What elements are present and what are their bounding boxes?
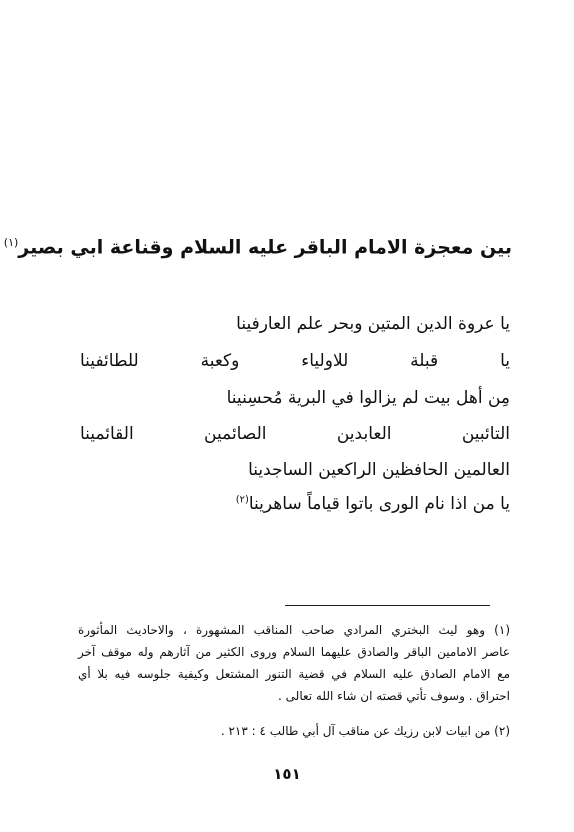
verse-line-4: التائبين العابدين الصائمين القائمينا [80, 424, 510, 444]
page-number: ١٥١ [273, 765, 301, 783]
footnote-1-line-2: عاصر الامامين الباقر والصادق عليهما السلام وروى الكثير من آثارهم وله موقف آخر [78, 645, 510, 659]
section-heading [0, 236, 512, 258]
verse-line-1: يا عروة الدين المتين وبحر علم العارفينا [236, 314, 510, 334]
heading-text: بين معجزة الامام الباقر عليه السلام وقناعة ابي بصير [18, 236, 512, 259]
footnote-separator [285, 605, 490, 606]
footnote-1-line-1: (١) وهو ليث البختري المرادي صاحب المناقب المشهورة ، والاحاديث المأثورة [78, 623, 510, 637]
footnote-1-line-3: مع الامام الصادق عليه السلام في قضية التنور المشتعل وكيفية جلوسه فيه بلا أي [78, 667, 510, 681]
verse-line-2: يا قبلة للاولياء وكعبة للطائفينا [80, 351, 510, 371]
verse-line-5: العالمين الحافظين الراكعين الساجدينا [248, 460, 510, 480]
heading-footnote-mark: (١) [3, 236, 19, 249]
verse-line-3: مِن أهل بيت لم يزالوا في البرية مُحسِنينا [226, 388, 510, 408]
footnote-1-line-4: احتراق . وسوف تأتي قصته ان شاء الله تعالى . [278, 689, 510, 703]
verse-footnote-mark: (٢) [235, 494, 249, 506]
footnote-2: (٢) من ابيات لابن رزيك عن مناقب آل أبي طالب ٤ : ٢١٣ . [220, 724, 510, 738]
verse-line-6-text: يا من اذا نام الورى باتوا قياماً ساهرينا [248, 494, 510, 514]
verse-line-6 [236, 494, 510, 514]
